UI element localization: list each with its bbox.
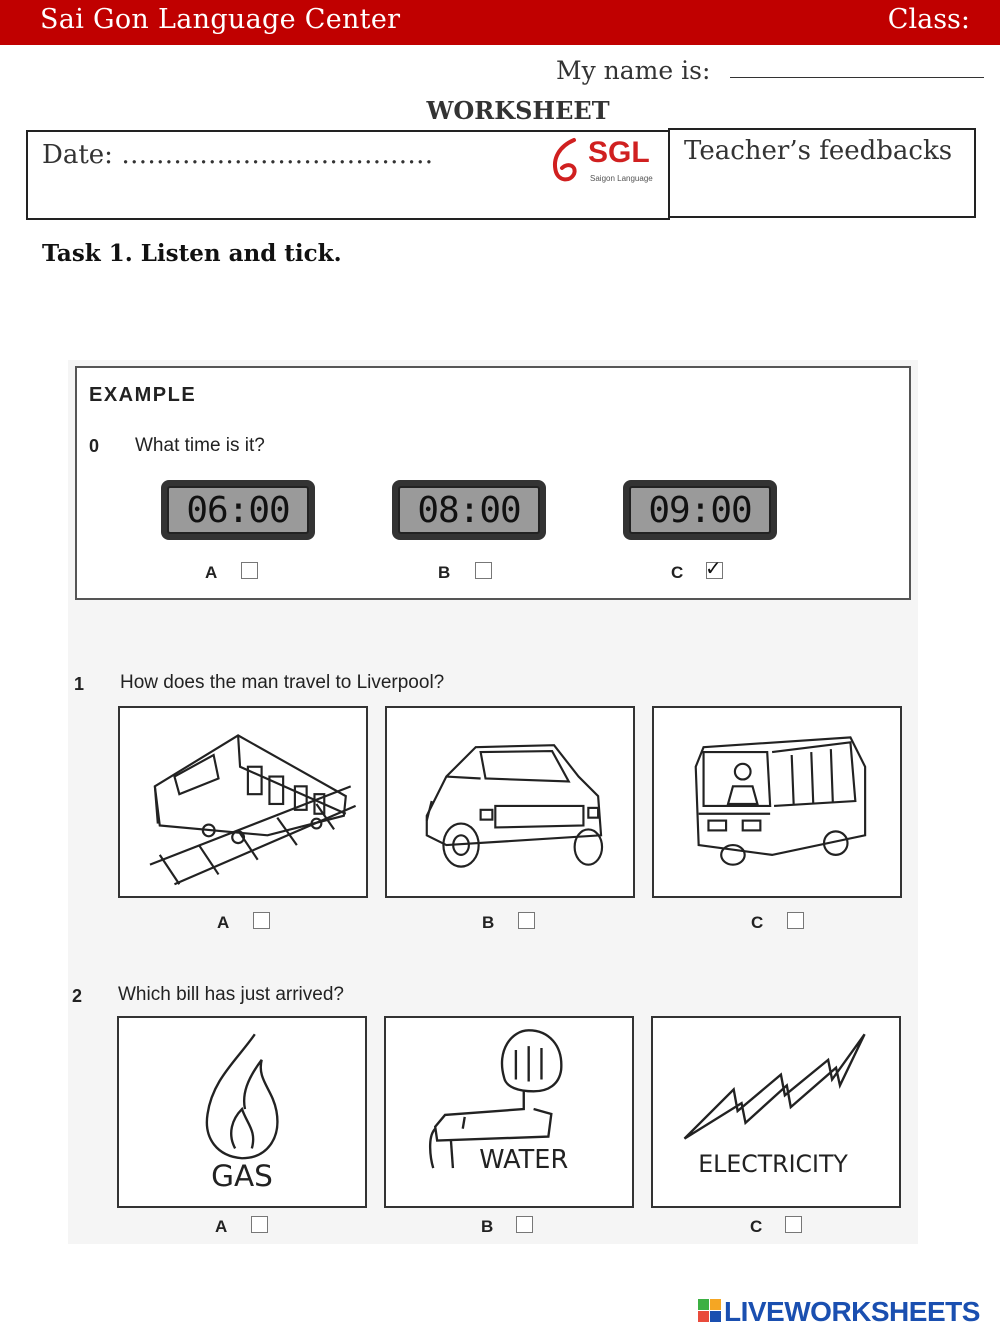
- example-question: What time is it?: [135, 435, 265, 456]
- flame-drawing: [119, 1018, 365, 1206]
- tap-icon[interactable]: [384, 1016, 634, 1208]
- example-checkbox-c[interactable]: [705, 556, 723, 580]
- clock-c-time: 09:00: [629, 486, 771, 534]
- lightning-drawing: [653, 1018, 899, 1206]
- bus-drawing: [654, 708, 900, 896]
- example-number: 0: [89, 436, 100, 456]
- train-icon[interactable]: [118, 706, 368, 898]
- sgl-logo: [548, 136, 658, 186]
- class-label: Class:: [887, 4, 970, 35]
- bus-icon[interactable]: [652, 706, 902, 898]
- question-2-option-b-label: B: [481, 1217, 494, 1236]
- clock-c: [623, 480, 777, 540]
- name-input-line[interactable]: [730, 77, 984, 78]
- date-box: [26, 130, 670, 220]
- water-label: WATER: [479, 1145, 569, 1176]
- name-label: My name is:: [556, 56, 711, 85]
- clock-a: [161, 480, 315, 540]
- electricity-label: ELECTRICITY: [698, 1150, 848, 1179]
- gas-label: GAS: [211, 1158, 273, 1193]
- liveworksheets-logo: [698, 1296, 980, 1328]
- question-2-checkbox-c[interactable]: [785, 1216, 802, 1233]
- question-2-checkbox-b[interactable]: [516, 1216, 533, 1233]
- clock-a-time: 06:00: [167, 486, 309, 534]
- tap-drawing: [386, 1018, 632, 1206]
- question-2-option-c-label: C: [750, 1217, 763, 1236]
- example-option-b-label: B: [438, 563, 451, 582]
- question-2-number: 2: [72, 986, 83, 1006]
- tick-mark-icon: ✓: [705, 556, 722, 580]
- question-2-option-a-label: A: [215, 1217, 228, 1236]
- question-1-number: 1: [74, 674, 85, 694]
- train-drawing: [120, 708, 366, 896]
- question-1-option-b-label: B: [482, 913, 495, 932]
- question-1-text: How does the man travel to Liverpool?: [120, 672, 445, 693]
- feedback-label: Teacher’s feedbacks: [684, 136, 953, 166]
- liveworksheets-mark-icon: [698, 1299, 722, 1325]
- question-1-checkbox-a[interactable]: [253, 912, 270, 929]
- worksheet-title: WORKSHEET: [426, 96, 610, 125]
- flame-icon[interactable]: [117, 1016, 367, 1208]
- example-box: [75, 366, 911, 600]
- clock-b-time: 08:00: [398, 486, 540, 534]
- car-icon[interactable]: [385, 706, 635, 898]
- center-name: Sai Gon Language Center: [40, 4, 401, 35]
- date-label: Date: ………………………………: [42, 140, 434, 170]
- question-1-option-c-label: C: [751, 913, 764, 932]
- question-1-checkbox-c[interactable]: [787, 912, 804, 929]
- feedback-box: [668, 128, 976, 218]
- example-heading: EXAMPLE: [89, 384, 197, 406]
- question-1-option-a-label: A: [217, 913, 230, 932]
- question-2-checkbox-a[interactable]: [251, 1216, 268, 1233]
- logo-subtext: Saigon Language: [590, 174, 653, 183]
- car-drawing: [387, 708, 633, 896]
- lightning-icon[interactable]: [651, 1016, 901, 1208]
- question-2-text: Which bill has just arrived?: [118, 984, 344, 1005]
- logo-text: SGL: [588, 136, 650, 169]
- example-checkbox-b[interactable]: [475, 562, 492, 579]
- question-1-checkbox-b[interactable]: [518, 912, 535, 929]
- clock-b: [392, 480, 546, 540]
- task-title: Task 1. Listen and tick.: [42, 240, 342, 267]
- example-option-c-label: C: [671, 563, 684, 582]
- sgl-swirl-icon: [548, 136, 588, 186]
- header-bar: [0, 0, 1000, 45]
- example-checkbox-a[interactable]: [241, 562, 258, 579]
- liveworksheets-text: LIVEWORKSHEETS: [724, 1296, 980, 1327]
- example-option-a-label: A: [205, 563, 218, 582]
